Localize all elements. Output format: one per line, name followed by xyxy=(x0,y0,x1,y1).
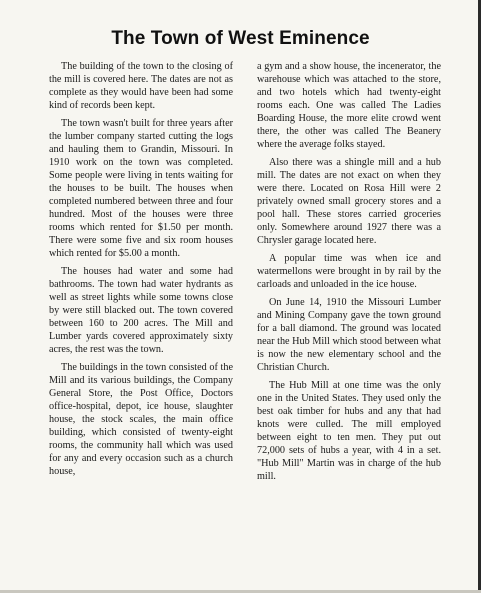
paragraph: A popular time was when ice and watermellons were brought in by rail by the carloads and unloaded in the ice house. xyxy=(257,253,441,291)
paragraph: The buildings in the town consisted of the Mill and its various buildings, the Company General Store, the Post Office, Doctors office-hospital, depot, ice house, slaughter house, the stock scales, the main office building, which consisted of twenty-eight rooms, the community hall which was used for any and every occasion such as a church house, xyxy=(49,362,233,478)
page-title: The Town of West Eminence xyxy=(111,28,370,49)
left-column xyxy=(49,60,233,483)
right-column xyxy=(257,60,441,488)
paragraph: The Hub Mill at one time was the only one in the United States. They used only the best oak timber for hubs and any that had knots were culled. The mill employed between eight to ten men. They put out 72,000 sets of hubs a year, with 4 in a set. "Hub Mill" Martin was in charge of the hub mill. xyxy=(257,380,441,483)
paragraph: a gym and a show house, the incenerator, the warehouse which was attached to the store, and two hotels which had twenty-eight rooms each. One was called The Ladies Boarding House, the more elite crowd went there, the other was called The Beanery where the average folks stayed. xyxy=(257,61,441,151)
paragraph: The houses had water and some had bathrooms. The town had water hydrants as well as street lights while some towns close by were still blacked out. The town covered between 160 to 200 acres. The Mill and Lumber yards covered approximately sixty acres, the rest was the town. xyxy=(49,266,233,356)
paragraph: The building of the town to the closing of the mill is covered here. The dates are not as complete as they would have been had some kind of records been kept. xyxy=(49,61,233,112)
paragraph: The town wasn't built for three years after the lumber company started cutting the logs and hauling them to Grandin, Missouri. In 1910 work on the town was completed. Some people were living in tents waiting for the houses to be built. The houses when completed numbered between three and four hundred. Most of the houses were three rooms which rented for $1.50 per month. There were some five and six room houses which rented for $5.00 a month. xyxy=(49,118,233,260)
paragraph: On June 14, 1910 the Missouri Lumber and Mining Company gave the town ground for a ball diamond. The ground was located near the Hub Mill which stood between what is now the new elementary school and the Christian Church. xyxy=(257,297,441,374)
paragraph: Also there was a shingle mill and a hub mill. The dates are not exact on when they were there. Located on Rosa Hill were 2 privately owned small grocery stores and a pool hall. These stores carried groceries only. Somewhere around 1927 there was a Chrysler garage located here. xyxy=(257,157,441,247)
